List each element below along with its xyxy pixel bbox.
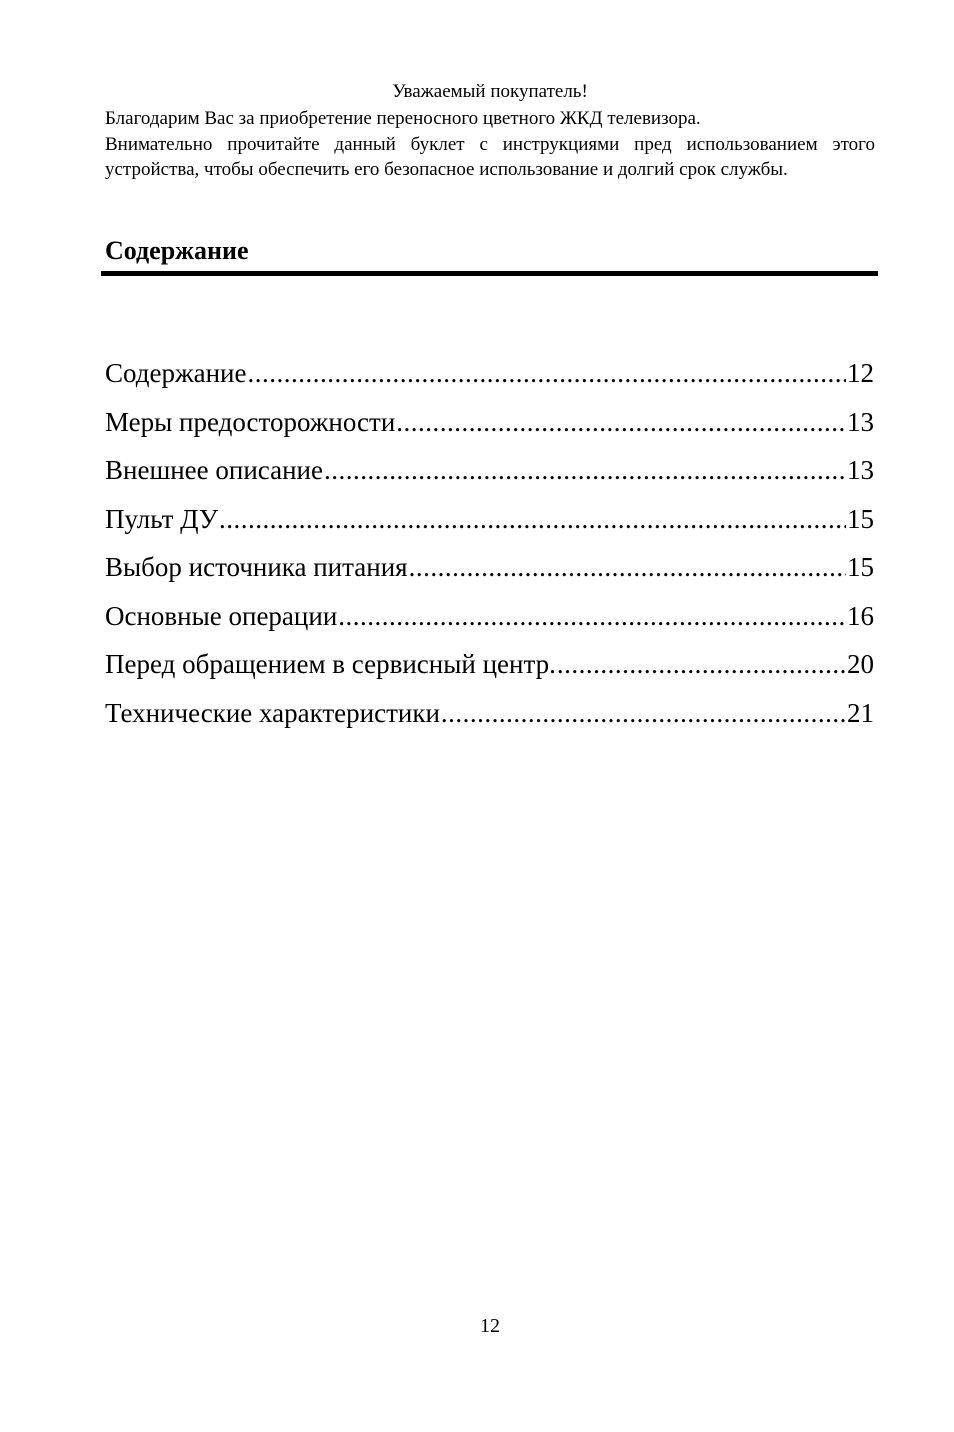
- toc-entry-title: Содержание: [105, 358, 247, 388]
- toc-entry-page: 13: [847, 455, 874, 485]
- toc-dot-leader: [409, 547, 846, 587]
- toc-entry-basic-operations[interactable]: [105, 596, 874, 645]
- toc-entry-title: Меры предосторожности: [105, 406, 396, 437]
- toc-entry-page: 16: [847, 600, 874, 631]
- heading-divider: [101, 271, 878, 276]
- toc-entry-page: 20: [847, 649, 874, 679]
- toc-entry-page: 15: [847, 552, 874, 582]
- toc-dot-leader: [396, 402, 846, 442]
- toc-entry-remote-control[interactable]: [105, 499, 874, 548]
- intro-text: [105, 106, 875, 183]
- toc-entry-title: Внешнее описание: [105, 455, 323, 485]
- toc-entry-title: Технические характеристики: [105, 697, 440, 728]
- toc-entry-title: Основные операции: [105, 600, 338, 631]
- toc-dot-leader: [441, 693, 846, 733]
- intro-paragraph-instructions: Внимательно прочитайте данный буклет с инструкциями пред использованием этого устройства, чтобы обеспечить его безопасное использование и долгий срок службы.: [105, 133, 875, 180]
- toc-dot-leader: [324, 450, 846, 490]
- toc-entry-page: 12: [847, 358, 874, 388]
- toc-entry-safety-precautions[interactable]: [105, 402, 874, 451]
- toc-entry-page: 15: [847, 503, 874, 534]
- toc-entry-page: 21: [847, 697, 874, 728]
- toc-dot-leader: [219, 499, 846, 539]
- toc-entry-before-service[interactable]: [105, 644, 874, 693]
- greeting-line: Уважаемый покупатель!: [392, 81, 588, 102]
- toc-entry-title: Перед обращением в сервисный центр.: [105, 649, 556, 679]
- toc-entry-title: Пульт ДУ: [105, 503, 218, 534]
- toc-entry-power-source[interactable]: [105, 547, 874, 596]
- page-number: 12: [480, 1315, 500, 1337]
- toc-entry-contents[interactable]: [105, 353, 874, 402]
- toc-dot-leader: [247, 353, 846, 393]
- intro-paragraph-thanks: Благодарим Вас за приобретение переносного цветного ЖКД телевизора.: [105, 108, 701, 129]
- toc-dot-leader: [557, 644, 846, 684]
- table-of-contents: [105, 353, 874, 741]
- toc-entry-external-description[interactable]: [105, 450, 874, 499]
- toc-entry-specifications[interactable]: [105, 693, 874, 742]
- toc-entry-page: 13: [847, 406, 874, 437]
- toc-dot-leader: [338, 596, 846, 636]
- toc-heading: Содержание: [105, 236, 249, 265]
- toc-entry-title: Выбор источника питания: [105, 552, 408, 582]
